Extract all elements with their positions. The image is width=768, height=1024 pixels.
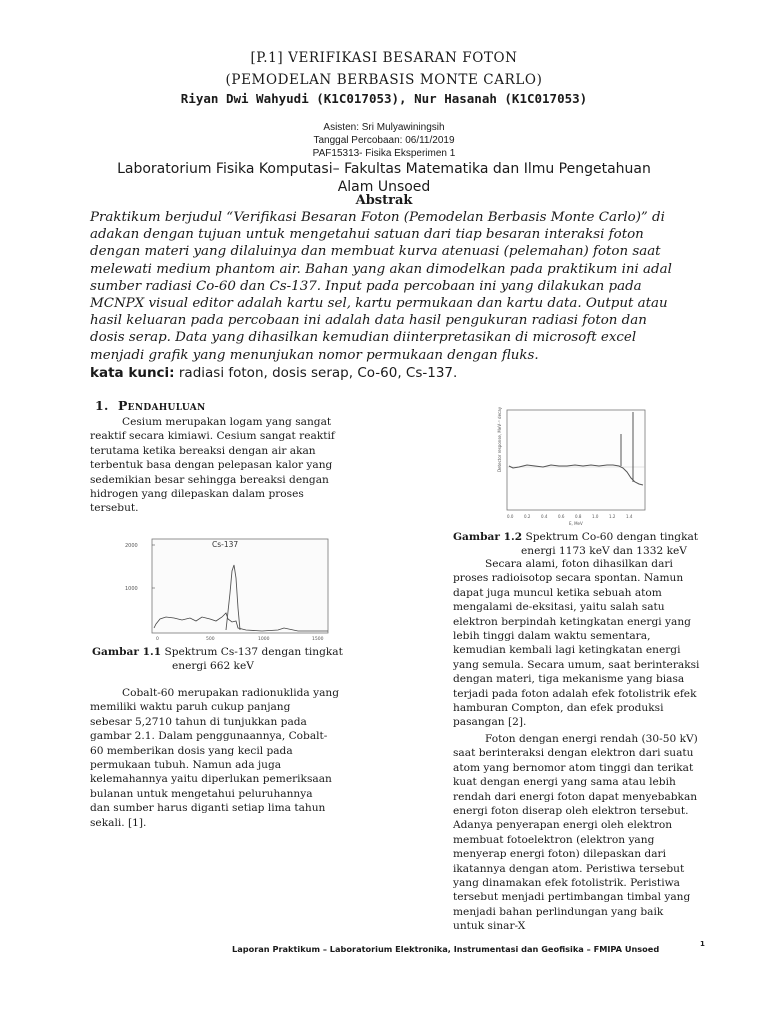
figure-1-1-caption xyxy=(92,645,364,673)
text-line: permukaan tubuh. Namun ada juga xyxy=(90,759,282,772)
asisten: Asisten: Sri Mulyawiningsih xyxy=(323,122,445,133)
intro-paragraph-2 xyxy=(90,686,362,830)
text-line: hidrogen yang dilepaskan dalam proses xyxy=(90,488,304,501)
text-line: membuat fotoelektron (elektron yang xyxy=(453,833,655,846)
text-line: Cobalt-60 merupakan radionuklida yang xyxy=(122,687,340,699)
abstract-line: dengan materi yang dilaluinya dan membuat kurva atenuasi (pelemahan) foton saat xyxy=(90,244,661,260)
abstract-line: hasil keluaran pada percobaan ini adalah data hasil pengukuran radiasi foton dan xyxy=(90,313,647,329)
text-line: saat berinteraksi dengan elektron dari suatu xyxy=(453,747,694,760)
tanggal-percobaan: Tanggal Percobaan: 06/11/2019 xyxy=(313,135,455,146)
text-line: Secara alami, foton dihasilkan dari xyxy=(485,558,673,570)
keywords-text: radiasi foton, dosis serap, Co-60, Cs-137. xyxy=(174,365,458,381)
plot-frame xyxy=(507,410,645,510)
course-code: PAF15313- Fisika Eksperimen 1 xyxy=(312,148,456,159)
x-axis-label: E, MeV xyxy=(569,521,583,526)
section-1-heading xyxy=(95,398,206,413)
text-line: energi foton diserap oleh elektron tersebut. xyxy=(453,805,689,818)
text-line: yang semula. Secara umum, saat berinteraksi xyxy=(453,658,700,671)
abstract-line: MCNPX visual editor adalah kartu sel, kartu permukaan dan kartu data. Output atau xyxy=(90,296,668,312)
y-tick-label: 1000 xyxy=(125,586,138,592)
x-tick-label: 0.0 xyxy=(507,514,514,519)
caption-text: Spektrum Cs-137 dengan tingkat xyxy=(161,646,343,658)
text-line: mengalami de-eksitasi, yaitu salah satu xyxy=(453,601,665,614)
x-tick-label: 0.4 xyxy=(541,514,548,519)
text-line: kuat dengan energi yang sama atau lebih xyxy=(453,776,676,789)
text-line: memiliki waktu paruh cukup panjang xyxy=(90,701,291,714)
lab-affiliation-line-1: Laboratorium Fisika Komputasi– Fakultas Matematika dan Ilmu Pengetahuan xyxy=(117,161,651,177)
caption-label: Gambar 1.2 xyxy=(453,531,523,543)
x-tick-label: 0 xyxy=(156,637,159,642)
keywords-label: kata kunci: xyxy=(90,365,175,381)
abstract-heading: Abstrak xyxy=(355,193,413,208)
right-paragraph-2 xyxy=(453,732,723,934)
right-paragraph-1 xyxy=(453,557,723,730)
caption-label: Gambar 1.1 xyxy=(92,646,162,658)
text-line: gambar 2.1. Dalam penggunaannya, Cobalt- xyxy=(90,730,328,743)
text-line: sedemikian besar sehingga bereaksi dengan xyxy=(90,473,329,486)
figure-1-2-caption xyxy=(453,530,723,558)
title-line-1: [P.1] VERIFIKASI BESARAN FOTON xyxy=(250,50,518,66)
y-tick-label: 2000 xyxy=(125,543,138,549)
x-tick-label: 1.0 xyxy=(592,514,599,519)
abstract-line: dosis serap. Data yang dihasilkan kemudian diinterpretasikan di microsoft excel xyxy=(90,330,637,346)
y-axis-label: Detector response, MeV⁻¹ decay xyxy=(497,406,502,472)
x-tick-label: 500 xyxy=(206,637,215,642)
x-tick-label: 1000 xyxy=(258,637,270,642)
text-line: sekali. [1]. xyxy=(90,816,147,829)
authors: Riyan Dwi Wahyudi (K1C017053), Nur Hasanah (K1C017053) xyxy=(180,91,588,106)
text-line: Cesium merupakan logam yang sangat xyxy=(122,416,332,428)
text-line: menyerap energi foton) dilepaskan dari xyxy=(453,848,666,861)
x-tick-label: 1500 xyxy=(312,637,324,642)
text-line: dengan materi, tiga mekanisme yang biasa xyxy=(453,673,685,686)
co60-spectrum-figure xyxy=(493,402,651,526)
chart-title: Cs-137 xyxy=(212,540,239,549)
keywords xyxy=(90,365,690,381)
text-line: tersebut menjadi pertimbangan timbal yang xyxy=(453,891,691,904)
caption-text: Spektrum Co-60 dengan tingkat xyxy=(522,531,699,543)
abstract-line: adakan dengan tujuan untuk mengetahui satuan dari tiap besaran interaksi foton xyxy=(90,227,644,243)
intro-paragraph-1 xyxy=(90,415,362,516)
text-line: atom yang bernomor atom tinggi dan terikat xyxy=(453,761,694,774)
text-line: bulanan untuk mengetahui peluruhannya xyxy=(90,787,313,800)
abstract-line: melewati medium phantom air. Bahan yang akan dimodelkan pada praktikum ini adal xyxy=(90,261,672,277)
text-line: reaktif secara kimiawi. Cesium sangat reaktif xyxy=(90,430,335,443)
caption-text: energi 662 keV xyxy=(172,660,254,672)
text-line: terbentuk basa dengan pelepasan kalor yang xyxy=(90,459,333,472)
text-line: proses radioisotop secara spontan. Namun xyxy=(453,572,684,585)
x-tick-label: 0.6 xyxy=(558,514,565,519)
abstract-line: sumber radiasi Co-60 dan Cs-137. Input pada percobaan ini yang dilakukan pada xyxy=(90,278,642,294)
x-tick-label: 1.2 xyxy=(609,514,616,519)
text-line: terjadi pada foton adalah efek fotolistrik efek xyxy=(453,687,697,700)
text-line: lebih tinggi dalam waktu sementara, xyxy=(453,630,651,643)
text-line: kemudian kembali lagi ketingkatan energi xyxy=(453,644,681,657)
caption-text: energi 1173 keV dan 1332 keV xyxy=(521,545,687,557)
text-line: menjadi bahan perlindungan yang baik xyxy=(453,905,664,918)
text-line: elektron berpindah ketingkatan energi yang xyxy=(453,615,691,628)
x-tick-label: 1.4 xyxy=(626,514,633,519)
title-line-2: (PEMODELAN BERBASIS MONTE CARLO) xyxy=(225,72,543,88)
abstract-line: menjadi grafik yang menunjukan nomor permukaan dengan fluks. xyxy=(90,347,539,363)
text-line: Adanya penyerapan energi oleh elektron xyxy=(453,819,673,832)
abstract-line: Praktikum berjudul “Verifikasi Besaran Foton (Pemodelan Berbasis Monte Carlo)” di xyxy=(90,210,665,225)
text-line: untuk sinar-X xyxy=(453,920,526,933)
text-line: dan sumber harus diganti setiap lima tahun xyxy=(90,802,326,815)
text-line: terutama ketika bereaksi dengan air akan xyxy=(90,444,316,457)
lab-affiliation-line-2: Alam Unsoed xyxy=(337,179,431,195)
cs137-spectrum-figure xyxy=(122,533,336,643)
page-number: 1 xyxy=(700,940,705,948)
page-footer: Laporan Praktikum – Laboratorium Elektronika, Instrumentasi dan Geofisika – FMIPA Unsoed xyxy=(232,944,660,954)
text-line: 60 memberikan dosis yang kecil pada xyxy=(90,744,293,757)
x-tick-label: 0.2 xyxy=(524,514,531,519)
text-line: hamburan Compton, dan efek produksi xyxy=(453,702,664,715)
text-line: sebesar 5,2710 tahun di tunjukkan pada xyxy=(90,715,307,728)
text-line: yang dinamakan efek fotolistrik. Peristiwa xyxy=(453,877,680,890)
text-line: Foton dengan energi rendah (30-50 kV) xyxy=(485,733,698,745)
text-line: rendah dari energi foton dapat menyebabkan xyxy=(453,790,698,803)
section-title: Pendahuluan xyxy=(117,398,206,413)
text-line: dapat juga muncul ketika sebuah atom xyxy=(453,586,662,599)
abstract-body xyxy=(90,209,710,364)
text-line: ikatannya dengan atom. Peristiwa tersebut xyxy=(453,862,685,875)
text-line: tersebut. xyxy=(90,502,139,515)
section-number: 1. xyxy=(95,398,109,413)
text-line: kelemahannya yaitu diperlukan pemeriksaan xyxy=(90,773,332,786)
x-tick-label: 0.8 xyxy=(575,514,582,519)
text-line: pasangan [2]. xyxy=(453,716,527,729)
